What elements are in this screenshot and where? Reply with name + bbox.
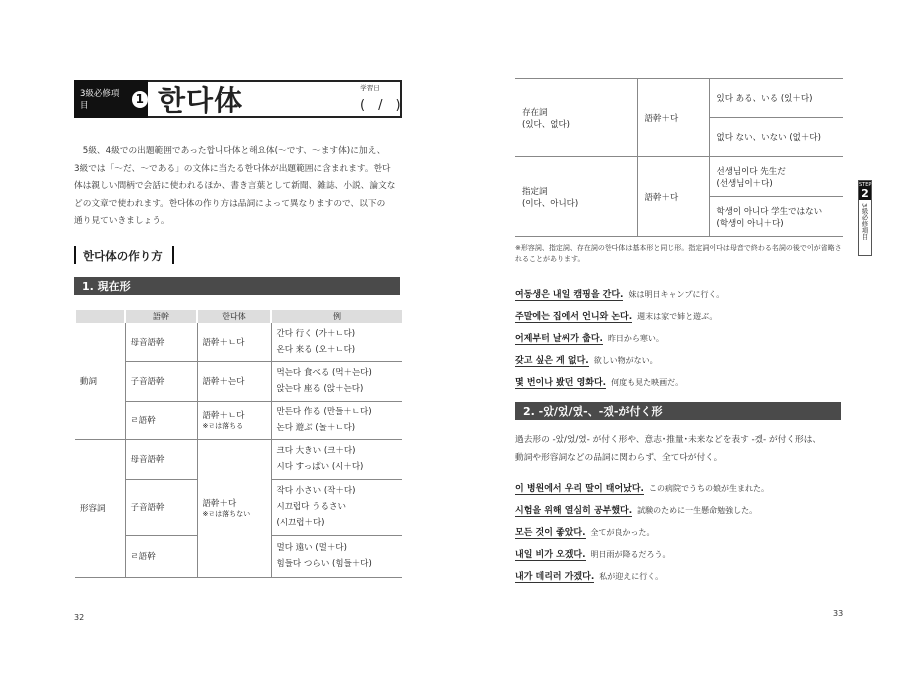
step-number: 2 — [861, 187, 869, 200]
stem-cell: ㄹ語幹 — [125, 401, 197, 439]
example: 선생님이다 先生だ — [716, 166, 786, 177]
example-cell — [271, 401, 402, 439]
form-cell: 語幹＋는다 — [197, 361, 271, 401]
intro-line: 体は親しい間柄で会話に使われるほか、書き言葉として新聞、雑誌、小説、論文な — [74, 181, 396, 191]
example: 있다 ある、いる (있＋다) — [709, 79, 843, 118]
note-line: ※形容詞、指定詞、存在詞の한다体は基本形と同じ形。指定詞이다は母音で終わる名詞の後で이が省略さ — [515, 244, 842, 252]
th-example: 例 — [271, 310, 402, 323]
example: (학생이 아니＋다) — [716, 218, 784, 229]
page-number-left: 32 — [74, 613, 85, 622]
type-sub: (이다、아니다) — [522, 198, 579, 209]
intro-line: 3級では「〜だ、〜である」の文体に当たる한다体が出題範囲に含まれます。한다 — [74, 163, 391, 174]
sentence — [515, 328, 724, 350]
example: 없다 ない、いない (없＋다) — [709, 118, 843, 157]
sentence — [515, 500, 769, 522]
study-date-field: ( / ) — [360, 98, 401, 113]
step-tab-text: 3級必修項目 — [860, 203, 869, 240]
th-stem: 語幹 — [125, 310, 197, 323]
form-cell: 語幹＋다 — [637, 79, 709, 157]
form-cell — [197, 401, 271, 439]
section-title: 한다体の作り方 — [83, 249, 163, 263]
study-date-label: 学習日 — [360, 84, 380, 92]
badge-number: 1 — [132, 91, 149, 108]
sentence-jp: 欲しい物がない。 — [593, 356, 658, 365]
th-blank — [75, 310, 125, 323]
example: 시다 すっぱい (시＋다) — [276, 462, 364, 472]
example: 논다 遊ぶ (놀＋ㄴ다) — [276, 423, 356, 433]
level-badge — [74, 80, 148, 118]
sentence-jp: 昨日から寒い。 — [607, 334, 664, 343]
form-text: 語幹＋다 — [202, 499, 237, 509]
sentence — [515, 478, 769, 500]
stem-cell: ㄹ語幹 — [125, 535, 197, 577]
sentence-jp: 私が迎えに行く。 — [599, 572, 664, 581]
type-cell — [515, 79, 637, 157]
sentence — [515, 350, 724, 372]
stem-cell: 母音語幹 — [125, 439, 197, 479]
badge-label: 3級必修項目 — [80, 89, 120, 111]
sentence-ko: 모든 것이 좋았다. — [515, 528, 586, 538]
sentence-jp: 妹は明日キャンプに行く。 — [628, 290, 725, 299]
form-cell: 語幹＋다 — [637, 157, 709, 237]
intro-paragraph — [74, 143, 404, 231]
sentence — [515, 566, 769, 588]
type-sub: (있다、없다) — [522, 119, 570, 130]
example-cell — [709, 157, 843, 197]
sentence-ko: 이 병원에서 우리 딸이 태어났다. — [515, 484, 644, 494]
step-tab-head — [859, 181, 871, 200]
th-form: 한다体 — [197, 310, 271, 323]
conjugation-table — [74, 310, 402, 578]
example: 멀다 遠い (멀＋다) — [276, 543, 347, 553]
example-cell — [271, 361, 402, 401]
example: (시끄럽＋다) — [276, 518, 325, 528]
example-sentences-2 — [515, 478, 769, 588]
step-label: STEP — [859, 182, 872, 188]
sentence-ko: 몇 번이나 봤던 영화다. — [515, 378, 607, 388]
sentence-ko: 내가 데리러 가겠다. — [515, 572, 595, 582]
example-cell — [271, 535, 402, 577]
sentence — [515, 544, 769, 566]
example: 학생이 아니다 学生ではない — [716, 206, 823, 217]
intro-line: 通り見ていきましょう。 — [74, 216, 170, 226]
step-tab — [858, 180, 872, 256]
stem-cell: 母音語幹 — [125, 323, 197, 361]
example: 힘들다 つらい (힘들＋다) — [276, 559, 372, 569]
form-cell: 語幹＋ㄴ다 — [197, 323, 271, 361]
page-number-right: 33 — [833, 609, 844, 618]
sentence-jp: 明日雨が降るだろう。 — [590, 550, 671, 559]
subsection-present: 1. 現在形 — [74, 277, 400, 295]
sentence — [515, 306, 724, 328]
pos-adjective: 形容詞 — [75, 439, 125, 577]
sentence-jp: 何度も見た映画だ。 — [611, 378, 684, 387]
subsection-past: 2. -았/었/였-、-겠-が付く形 — [515, 402, 841, 420]
form-note: ※ㄹは落ちない — [202, 510, 251, 518]
sentence-ko: 시험을 위해 열심히 공부했다. — [515, 506, 633, 516]
page-title: 한다体 — [158, 84, 244, 117]
sentence-jp: この病院でうちの娘が生まれた。 — [648, 484, 769, 493]
pos-verb: 動詞 — [75, 323, 125, 439]
example: 시끄럽다 うるさい — [276, 502, 347, 512]
section-bar-right — [172, 246, 174, 264]
sentence-ko: 내일 비가 오겠다. — [515, 550, 586, 560]
sentence — [515, 372, 724, 394]
example: 앉는다 座る (앉＋는다) — [276, 384, 364, 394]
sentence-jp: 週末は家で姉と遊ぶ。 — [637, 312, 718, 321]
section2-text — [515, 432, 850, 467]
sentence-ko: 주말에는 집에서 언니와 논다. — [515, 312, 633, 322]
existence-table — [515, 78, 843, 237]
stem-cell: 子音語幹 — [125, 479, 197, 535]
sentence-ko: 어제부터 날씨가 춥다. — [515, 334, 603, 344]
type-name: 指定詞 — [522, 186, 548, 197]
example-sentences-1 — [515, 284, 724, 394]
example-cell — [271, 323, 402, 361]
note-line: れることがあります。 — [515, 255, 585, 263]
sentence-jp: 全てが良かった。 — [590, 528, 655, 537]
sentence-ko: 여동생은 내일 캠핑을 간다. — [515, 290, 624, 300]
example: 작다 小さい (작＋다) — [276, 486, 356, 496]
text-line: 動詞や形容詞などの品詞に関わらず、全て다が付く。 — [515, 452, 723, 463]
example: 만든다 作る (만들＋ㄴ다) — [276, 407, 372, 417]
type-cell — [515, 157, 637, 237]
sentence-ko: 갖고 싶은 게 없다. — [515, 356, 589, 366]
table-note — [515, 243, 845, 265]
form-note: ※ㄹは落ちる — [202, 422, 244, 430]
example: (선생님이＋다) — [716, 178, 773, 189]
example: 온다 来る (오＋ㄴ다) — [276, 344, 356, 355]
example: 간다 行く (가＋ㄴ다) — [276, 328, 356, 339]
sentence — [515, 522, 769, 544]
stem-cell: 子音語幹 — [125, 361, 197, 401]
intro-line: 5級、4級での出題範囲であった합니다体と해요体(〜です、〜ます体)に加え、 — [74, 146, 386, 156]
example-cell — [271, 439, 402, 479]
example-cell — [709, 197, 843, 237]
sentence — [515, 284, 724, 306]
sentence-jp: 試験のために一生懸命勉強した。 — [637, 506, 758, 515]
section-bar-left — [74, 246, 76, 264]
example-cell — [271, 479, 402, 535]
type-name: 存在詞 — [522, 107, 548, 118]
example: 크다 大きい (크＋다) — [276, 446, 356, 456]
form-text: 語幹＋ㄴ다 — [202, 411, 245, 421]
example: 먹는다 食べる (먹＋는다) — [276, 368, 372, 378]
intro-line: どの文章で使われます。한다体の作り方は品詞によって異なりますので、以下の — [74, 198, 386, 209]
form-cell — [197, 439, 271, 577]
text-line: 過去形の -았/었/였- が付く形や、意志･推量･未来などを表す -겠- が付く形は、 — [515, 435, 822, 445]
